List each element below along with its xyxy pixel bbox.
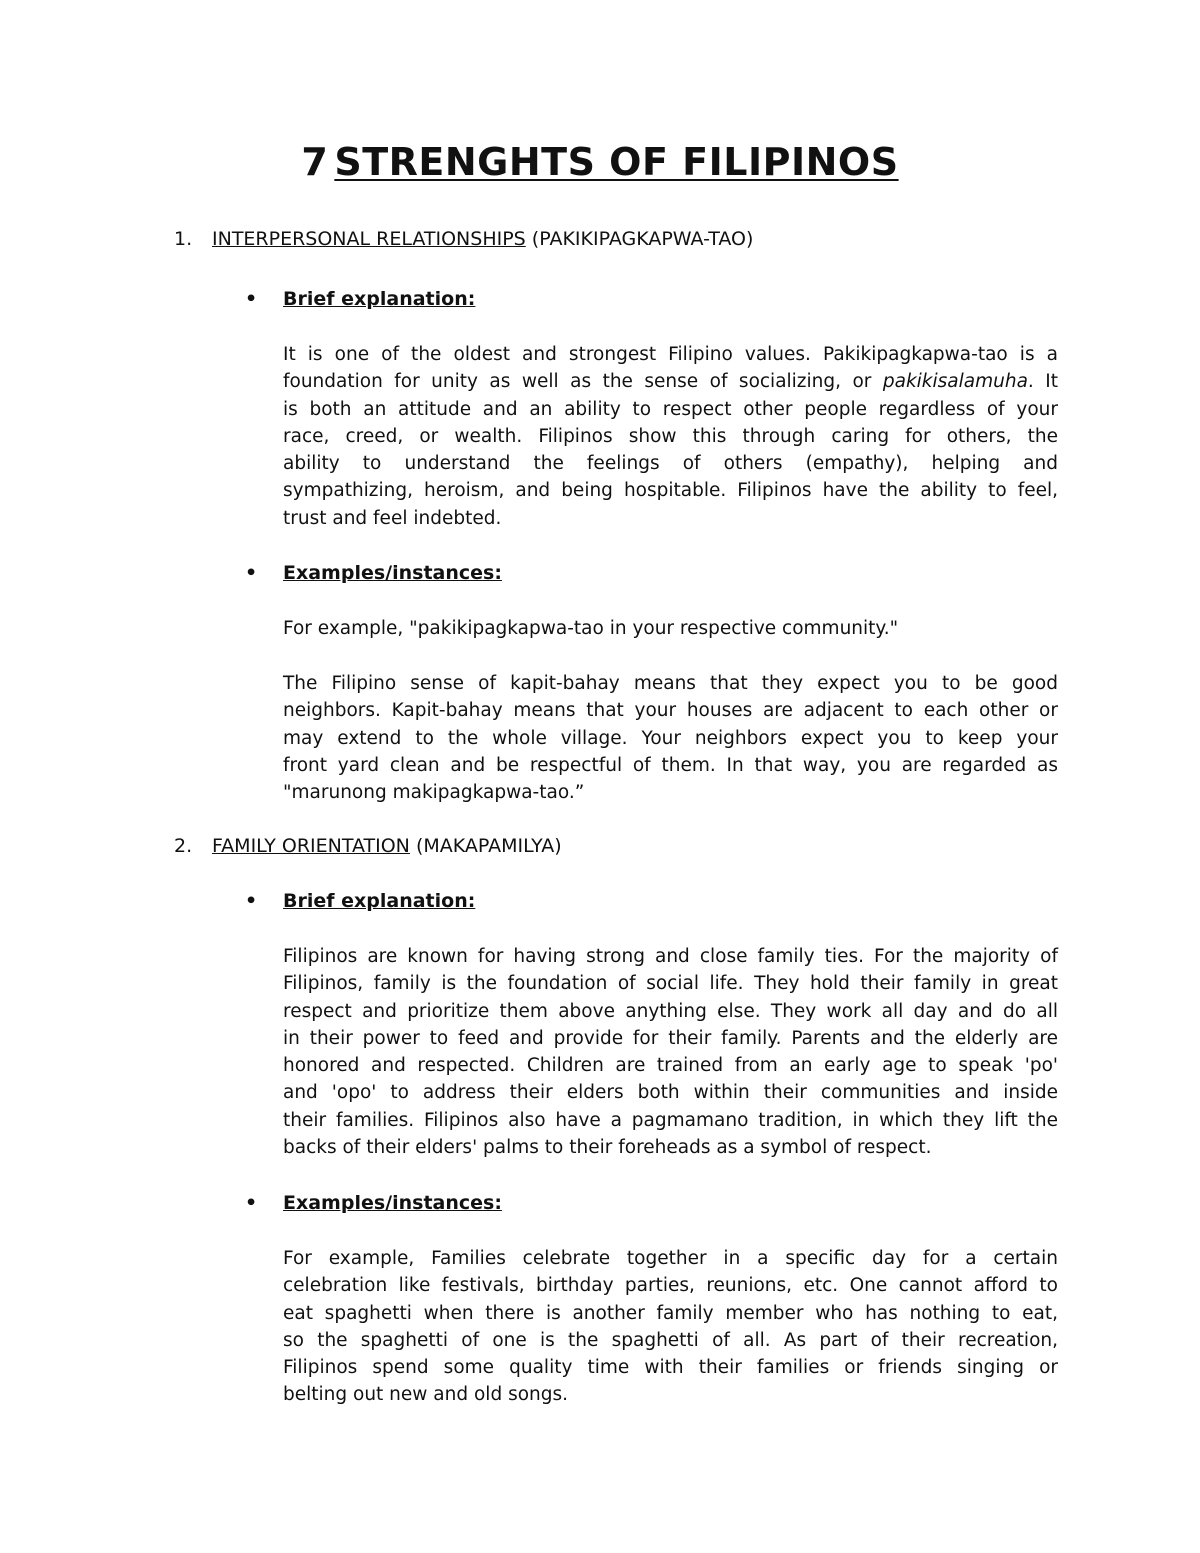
examples-paragraph-1b	[283, 670, 1058, 806]
bullet-label: Examples/instances:	[283, 1192, 502, 1214]
paragraph-line: their families. Filipinos also have a pagmamano tradition, in which they lift the	[283, 1109, 1058, 1131]
title-text: STRENGHTS OF FILIPINOS	[334, 140, 899, 184]
explanation-bullet-1	[245, 288, 475, 310]
examples-paragraph-2	[283, 1245, 1058, 1409]
paragraph-line: respect and prioritize them above anything else. They work all day and do all	[283, 1000, 1058, 1022]
paragraph-line: Filipinos are known for having strong and close family ties. For the majority of	[283, 946, 1058, 967]
section-number: 1.	[174, 228, 193, 250]
examples-bullet-1	[245, 562, 502, 584]
paragraph-line: Filipinos spend some quality time with their families or friends singing or	[283, 1357, 1058, 1379]
paragraph-line: backs of their elders' palms to their foreheads as a symbol of respect.	[283, 1137, 932, 1159]
title-number: 7	[301, 140, 329, 184]
paragraph-line	[283, 368, 1058, 395]
bullet-icon: •	[245, 288, 258, 310]
section-heading-text: FAMILY ORIENTATION	[212, 835, 410, 857]
paragraph-line: in their power to feed and provide for their family. Parents and the elderly are	[283, 1027, 1058, 1049]
line-segment: . It	[1027, 371, 1058, 393]
paragraph-line: It is one of the oldest and strongest Filipino values. Pakikipagkapwa-tao is a	[283, 344, 1058, 365]
bullet-icon: •	[245, 1192, 258, 1214]
paragraph-line: and 'opo' to address their elders both within their communities and inside	[283, 1082, 1058, 1104]
paragraph-line: ability to understand the feelings of others (empathy), helping and	[283, 453, 1058, 475]
italic-term: pakikisalamuha	[882, 371, 1028, 393]
section-heading-1	[174, 228, 753, 250]
paragraph-line: "marunong makipagkapwa-tao.”	[283, 782, 585, 804]
page-title	[0, 140, 1200, 184]
examples-bullet-2	[245, 1192, 502, 1214]
explanation-paragraph-2	[283, 943, 1058, 1161]
paragraph-line: trust and feel indebted.	[283, 507, 502, 529]
paragraph-line: Filipinos, family is the foundation of social life. They hold their family in great	[283, 973, 1058, 995]
bullet-icon: •	[245, 562, 258, 584]
paragraph-line: so the spaghetti of one is the spaghetti of all. As part of their recreation,	[283, 1329, 1058, 1351]
paragraph-line: For example, "pakikipagkapwa-tao in your respective community."	[283, 618, 899, 639]
paragraph-line: The Filipino sense of kapit-bahay means that they expect you to be good	[283, 673, 1058, 694]
explanation-bullet-2	[245, 890, 475, 912]
paragraph-line: celebration like festivals, birthday parties, reunions, etc. One cannot afford to	[283, 1275, 1058, 1297]
bullet-label: Brief explanation:	[283, 288, 476, 310]
bullet-icon: •	[245, 890, 258, 912]
bullet-label: Examples/instances:	[283, 562, 502, 584]
paragraph-line: sympathizing, heroism, and being hospitable. Filipinos have the ability to feel,	[283, 480, 1058, 502]
line-segment: foundation for unity as well as the sense of socializing, or	[283, 371, 883, 393]
paragraph-line: neighbors. Kapit-bahay means that your houses are adjacent to each other or	[283, 700, 1058, 722]
paragraph-line: belting out new and old songs.	[283, 1384, 569, 1406]
paragraph-line: For example, Families celebrate together in a specific day for a certain	[283, 1248, 1058, 1269]
examples-paragraph-1a	[283, 615, 1058, 642]
section-heading-suffix: (PAKIKIPAGKAPWA-TAO)	[531, 228, 754, 250]
paragraph-line: is both an attitude and an ability to respect other people regardless of your	[283, 398, 1058, 420]
bullet-label: Brief explanation:	[283, 890, 476, 912]
section-heading-suffix: (MAKAPAMILYA)	[415, 835, 562, 857]
section-number: 2.	[174, 835, 193, 857]
paragraph-line: eat spaghetti when there is another family member who has nothing to eat,	[283, 1302, 1058, 1324]
paragraph-line: honored and respected. Children are trained from an early age to speak 'po'	[283, 1055, 1058, 1077]
section-heading-2	[174, 835, 562, 857]
paragraph-line: race, creed, or wealth. Filipinos show this through caring for others, the	[283, 425, 1058, 447]
paragraph-line: front yard clean and be respectful of them. In that way, you are regarded as	[283, 754, 1058, 776]
paragraph-line: may extend to the whole village. Your neighbors expect you to keep your	[283, 727, 1058, 749]
explanation-paragraph-1	[283, 341, 1058, 532]
section-heading-text: INTERPERSONAL RELATIONSHIPS	[212, 228, 526, 250]
